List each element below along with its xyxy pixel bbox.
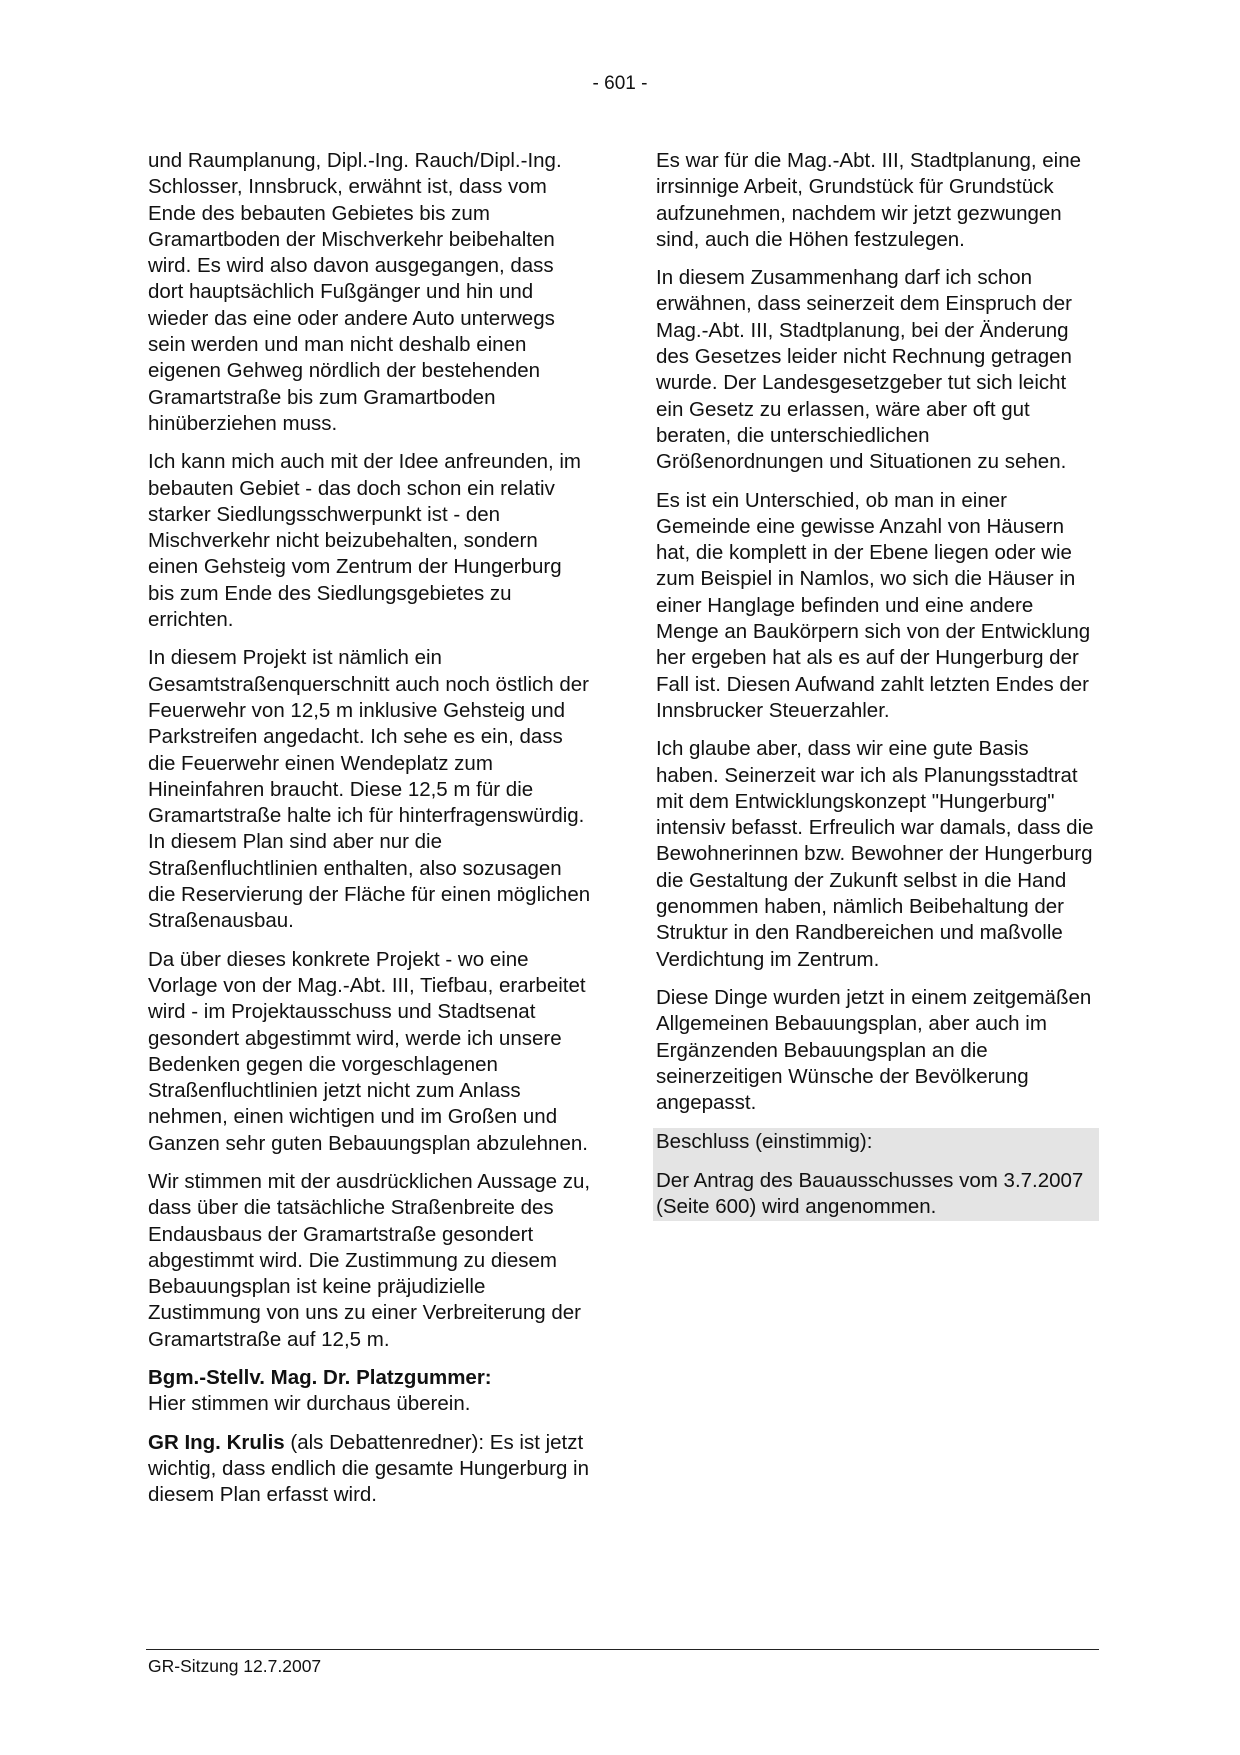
page-number: - 601 - bbox=[592, 73, 648, 94]
speaker-name-platzgummer: Bgm.-Stellv. Mag. Dr. Platzgummer: bbox=[148, 1366, 492, 1390]
left-column bbox=[148, 148, 593, 1521]
speaker-name-krulis: GR Ing. Krulis bbox=[148, 1430, 285, 1454]
speaker-text-krulis: (als Debattenredner): Es ist jetzt wichtig, dass endlich die gesamte Hungerburg in diesem Plan erfasst wird. bbox=[148, 1430, 590, 1507]
right-paragraph-1: Es war für die Mag.-Abt. III, Stadtplanung, eine irrsinnige Arbeit, Grundstück für Grundstück aufzunehmen, nachdem wir jetzt gezwungen sind, auch die Höhen festzulegen. bbox=[656, 149, 1082, 251]
left-paragraph-2: Ich kann mich auch mit der Idee anfreunden, im bebauten Gebiet - das doch schon ein relativ starker Siedlungsschwerpunkt ist - den Mischverkehr nicht beizubehalten, sondern einen Gehsteig vom Zentrum der Hungerburg bis zum Ende des Siedlungsgebietes zu errichten. bbox=[148, 450, 582, 632]
resolution-text: Der Antrag des Bauausschusses vom 3.7.2007 (Seite 600) wird angenommen. bbox=[656, 1168, 1084, 1218]
resolution-title: Beschluss (einstimmig): bbox=[656, 1130, 873, 1154]
footer-session-date: GR-Sitzung 12.7.2007 bbox=[148, 1656, 322, 1676]
left-paragraph-3: In diesem Projekt ist nämlich ein Gesamtstraßenquerschnitt auch noch östlich der Feuerwehr von 12,5 m inklusive Gehsteig und Parkstreifen angedacht. Ich sehe es ein, dass die Feuerwehr einen Wendeplatz zum Hineinfahren braucht. Diese 12,5 m für die Gramartstraße halte ich für hinterfragenswürdig. In diesem Plan sind aber nur die Straßenfluchtlinien enthalten, also sozusagen die Reservierung der Fläche für einen möglichen Straßenausbau. bbox=[148, 646, 591, 933]
right-paragraph-2: In diesem Zusammenhang darf ich schon erwähnen, dass seinerzeit dem Einspruch der Mag.-Abt. III, Stadtplanung, bei der Änderung des Gesetzes leider nicht Rechnung getragen wurde. Der Landesgesetzgeber tut sich leicht ein Gesetz zu erlassen, wäre aber oft gut beraten, die unterschiedlichen Größenordnungen und Situationen zu sehen. bbox=[656, 266, 1072, 474]
left-paragraph-1: und Raumplanung, Dipl.-Ing. Rauch/Dipl.-Ing. Schlosser, Innsbruck, erwähnt ist, dass vom Ende des bebauten Gebietes bis zum Gramartboden der Mischverkehr beibehalten wird. Es wird also davon ausgegangen, dass dort hauptsächlich Fußgänger und hin und wieder das eine oder andere Auto unterwegs sein werden und man nicht deshalb einen eigenen Gehweg nördlich der bestehenden Gramartstraße bis zum Gramartboden hinüberziehen muss. bbox=[148, 149, 562, 435]
speaker-statement-platzgummer bbox=[148, 1365, 593, 1418]
speaker-statement-krulis bbox=[148, 1430, 593, 1509]
right-paragraph-4: Ich glaube aber, dass wir eine gute Basis haben. Seinerzeit war ich als Planungsstadtrat mit dem Entwicklungskonzept "Hungerburg" intensiv befasst. Erfreulich war damals, dass die Bewohnerinnen bzw. Bewohner der Hungerburg die Gestaltung der Zukunft selbst in die Hand genommen haben, nämlich Beibehaltung der Struktur in den Randbereichen und maßvolle Verdichtung im Zentrum. bbox=[656, 737, 1094, 971]
footer-divider bbox=[146, 1649, 1099, 1650]
right-paragraph-3: Es ist ein Unterschied, ob man in einer Gemeinde eine gewisse Anzahl von Häusern hat, die komplett in der Ebene liegen oder wie zum Beispiel in Namlos, wo sich die Häuser in einer Hanglage befinden und eine andere Menge an Baukörpern sich von der Entwicklung her ergeben hat als es auf der Hungerburg der Fall ist. Diesen Aufwand zahlt letzten Endes der Innsbrucker Steuerzahler. bbox=[656, 488, 1091, 722]
right-paragraph-5: Diese Dinge wurden jetzt in einem zeitgemäßen Allgemeinen Bebauungsplan, aber auch im Ergänzenden Bebauungsplan an die seinerzeitigen Wünsche der Bevölkerung angepasst. bbox=[656, 985, 1092, 1115]
resolution-box bbox=[653, 1128, 1099, 1221]
right-column bbox=[656, 148, 1096, 1221]
left-paragraph-4: Da über dieses konkrete Projekt - wo eine Vorlage von der Mag.-Abt. III, Tiefbau, erarbeitet wird - im Projektausschuss und Stadtsenat gesondert abgestimmt wird, werde ich unsere Bedenken gegen die vorgeschlagenen Straßenfluchtlinien jetzt nicht zum Anlass nehmen, einen wichtigen und im Großen und Ganzen sehr guten Bebauungsplan abzulehnen. bbox=[148, 947, 588, 1155]
left-paragraph-5: Wir stimmen mit der ausdrücklichen Aussage zu, dass über die tatsächliche Straßenbreite des Endausbaus der Gramartstraße gesondert abgestimmt wird. Die Zustimmung zu diesem Bebauungsplan ist keine präjudizielle Zustimmung von uns zu einer Verbreiterung der Gramartstraße auf 12,5 m. bbox=[148, 1169, 591, 1351]
speaker-text-platzgummer: Hier stimmen wir durchaus überein. bbox=[148, 1392, 471, 1416]
